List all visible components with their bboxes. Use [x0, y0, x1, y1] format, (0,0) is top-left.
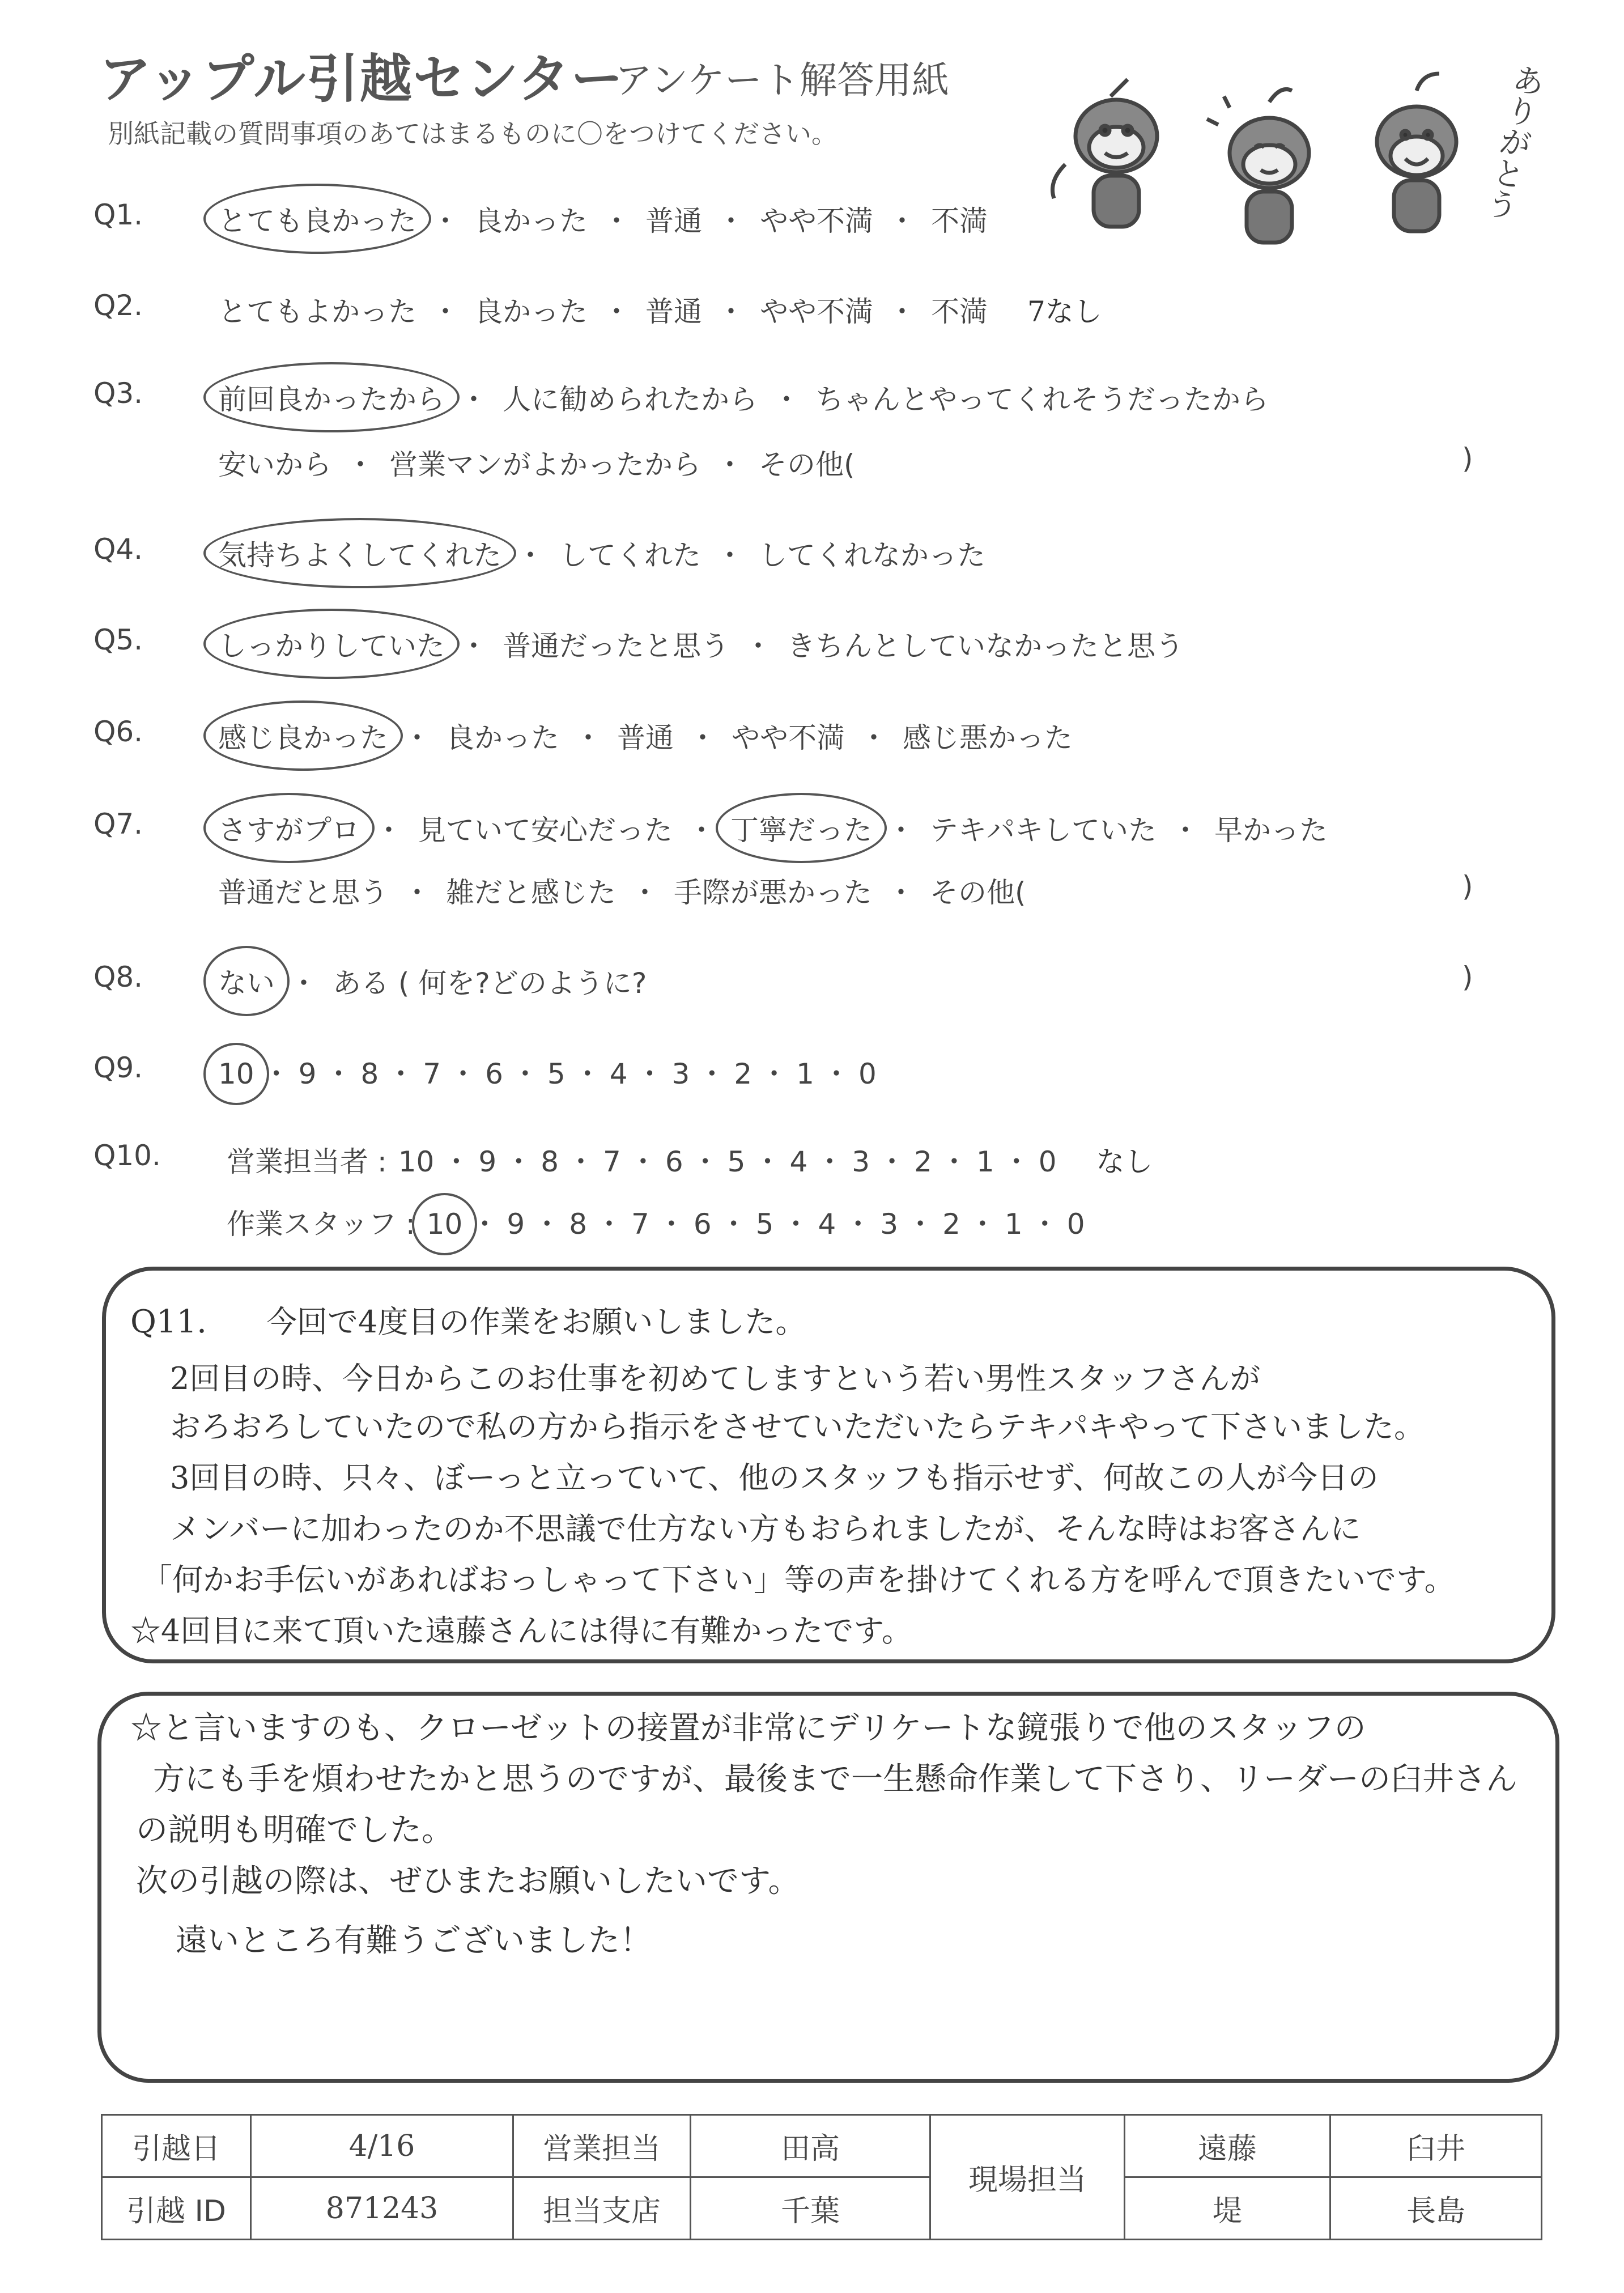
option-separator: ・	[822, 1058, 851, 1090]
form-subtitle: アンケート解答用紙	[615, 58, 950, 102]
answer-option[interactable]: 8	[360, 1058, 379, 1090]
answer-option[interactable]: 0	[1038, 1145, 1057, 1178]
option-separator: ・	[887, 876, 915, 909]
question-number: Q7.	[93, 808, 143, 840]
option-separator: ・	[781, 1208, 810, 1241]
answer-option[interactable]: 人に勧められたから	[503, 383, 758, 416]
handwritten-comment-line: 「何かお手伝いがあればおっしゃって下さい」等の声を掛けてくれる方を呼んで頂きたいです。	[142, 1562, 1455, 1598]
answer-option[interactable]: 1	[796, 1058, 814, 1090]
answer-option-circled[interactable]: 10	[426, 1208, 463, 1241]
answer-option[interactable]: 4	[609, 1058, 628, 1090]
answer-option[interactable]: 普通	[645, 205, 702, 237]
option-separator: ・	[815, 1145, 844, 1178]
site-staff-2: 臼井	[1330, 2115, 1542, 2177]
question-number: Q5.	[93, 623, 143, 656]
option-separator: ・	[698, 1058, 726, 1090]
answer-options	[218, 1051, 877, 1092]
option-separator: ・	[602, 205, 631, 237]
handwritten-note: なし	[1096, 1145, 1153, 1178]
answer-option[interactable]: 良かった	[474, 205, 588, 237]
option-separator: ・	[628, 1145, 657, 1178]
answer-option[interactable]: 6	[485, 1058, 503, 1090]
option-separator: ・	[595, 1208, 623, 1241]
answer-option[interactable]: 2	[914, 1145, 932, 1178]
option-separator: ・	[290, 967, 318, 1000]
move-date-label: 引越日	[102, 2115, 251, 2177]
option-separator: ・	[753, 1145, 782, 1178]
option-separator: ・	[1171, 814, 1200, 847]
option-separator: ・	[375, 814, 403, 847]
answer-option[interactable]: 6	[665, 1145, 683, 1178]
answer-option[interactable]: 普通	[645, 295, 702, 328]
answer-option[interactable]: 9	[478, 1145, 497, 1178]
answer-option[interactable]: 2	[734, 1058, 753, 1090]
site-staff-1: 遠藤	[1125, 2115, 1330, 2177]
question-number: Q3.	[93, 377, 143, 410]
answer-option[interactable]: やや不満	[760, 295, 873, 328]
answer-options	[218, 1201, 1085, 1242]
option-separator: ・	[403, 876, 431, 909]
answer-option[interactable]: 10	[398, 1145, 435, 1178]
option-separator: ・	[602, 295, 631, 328]
option-separator: ・	[760, 1058, 789, 1090]
answer-option[interactable]: 7	[631, 1208, 649, 1241]
question-number: Q9.	[93, 1051, 143, 1084]
site-staff-4: 長島	[1330, 2177, 1542, 2240]
answer-option[interactable]: 普通だったと思う	[503, 630, 729, 663]
handwritten-comment-line: メンバーに加わったのか不思議で仕方ない方もおられましたが、そんな時はお客さんに	[170, 1511, 1361, 1547]
form-instruction: 別紙記載の質問事項のあてはまるものに〇をつけてください。	[108, 118, 837, 149]
answer-option[interactable]: 4	[818, 1208, 836, 1241]
answer-options	[218, 715, 1073, 756]
site-staff-3: 堤	[1125, 2177, 1330, 2240]
answer-option[interactable]: 良かった	[474, 295, 588, 328]
answer-options	[218, 377, 1269, 418]
answer-option[interactable]: とてもよかった	[218, 295, 416, 328]
handwritten-comment-line: おろおろしていたので私の方から指示をさせていただいたらテキパキやって下さいました。	[170, 1409, 1425, 1445]
answer-option-circled[interactable]: 気持ちよくしてくれた	[218, 533, 501, 574]
answer-option[interactable]: 安いから	[218, 448, 331, 481]
move-id-value: 871243	[251, 2177, 513, 2240]
option-separator: ・	[516, 539, 545, 572]
answer-options	[218, 442, 855, 483]
option-separator: ・	[906, 1208, 935, 1241]
option-separator: ・	[403, 721, 431, 754]
option-separator: ・	[939, 1145, 968, 1178]
answer-option-circled[interactable]: 前回良かったから	[218, 377, 445, 418]
answer-option-circled[interactable]: 感じ良かった	[218, 715, 388, 756]
option-separator: ・	[631, 876, 659, 909]
option-separator: ・	[431, 295, 460, 328]
option-separator: ・	[888, 205, 916, 237]
answer-options	[218, 533, 985, 574]
answer-option[interactable]: 9	[298, 1058, 317, 1090]
answer-option[interactable]: 手際が悪かった	[674, 876, 872, 909]
answer-option[interactable]: 7	[423, 1058, 441, 1090]
form-title: アップル引越センター	[99, 49, 624, 109]
answer-option[interactable]: 3	[671, 1058, 690, 1090]
monkey-mascots-illustration	[1020, 57, 1530, 249]
option-separator: ・	[1030, 1208, 1059, 1241]
answer-options	[218, 870, 1026, 911]
question-number: Q8.	[93, 961, 143, 993]
closing-paren: )	[1462, 961, 1473, 993]
option-separator: ・	[717, 295, 745, 328]
question-number: Q2.	[93, 289, 143, 322]
answer-options	[218, 961, 647, 1001]
option-separator: ・	[887, 814, 915, 847]
option-separator: ・	[716, 448, 744, 481]
answer-option-circled[interactable]: ない	[218, 961, 275, 1001]
question-number: Q1.	[93, 198, 143, 231]
answer-options	[218, 198, 988, 239]
answer-option[interactable]: 0	[1066, 1208, 1085, 1241]
option-separator: ・	[386, 1058, 415, 1090]
handwritten-comment-line: 方にも手を煩わせたかと思うのですが、最後まで一生懸命作業して下さり、リーダーの臼井さん	[153, 1761, 1517, 1798]
sales-label: 営業担当	[513, 2115, 691, 2177]
answer-option[interactable]: 9	[507, 1208, 525, 1241]
answer-option[interactable]: 普通	[617, 721, 674, 754]
answer-option[interactable]: ある ( 何を?どのように?	[333, 967, 647, 1000]
option-separator: ・	[574, 721, 602, 754]
option-separator: ・	[1002, 1145, 1031, 1178]
question-number: Q4.	[93, 533, 143, 566]
question-number: Q6.	[93, 715, 143, 748]
answer-option[interactable]: 不満	[931, 205, 988, 237]
answer-option[interactable]: やや不満	[732, 721, 845, 754]
answer-option[interactable]: 見ていて安心だった	[418, 814, 673, 847]
answer-options	[218, 289, 1102, 330]
handwritten-comment-line: 3回目の時、只々、ぼーっと立っていて、他のスタッフも指示せず、何故この人が今日の	[170, 1460, 1379, 1496]
answer-option[interactable]: テキパキしていた	[930, 814, 1157, 847]
answer-option[interactable]: 1	[1004, 1208, 1023, 1241]
option-separator: ・	[860, 721, 888, 754]
closing-paren: )	[1462, 870, 1473, 903]
answer-option[interactable]: 5	[727, 1145, 746, 1178]
answer-option-circled[interactable]: 10	[218, 1058, 254, 1090]
answer-option[interactable]: 感じ悪かった	[903, 721, 1073, 754]
option-separator: ・	[635, 1058, 664, 1090]
answer-option[interactable]: 3	[852, 1145, 870, 1178]
answer-option[interactable]: 5	[755, 1208, 774, 1241]
handwritten-comment-line: 次の引越の際は、ぜひまたお願いしたいです。	[136, 1863, 800, 1900]
option-separator: ・	[744, 630, 772, 663]
option-separator: ・	[968, 1208, 997, 1241]
answer-option[interactable]: 0	[858, 1058, 877, 1090]
comment-label: Q11.	[130, 1303, 207, 1340]
option-group-label: 作業スタッフ :	[227, 1208, 415, 1241]
option-separator: ・	[719, 1208, 748, 1241]
option-separator: ・	[657, 1208, 686, 1241]
option-separator: ・	[460, 383, 488, 416]
answer-option-circled[interactable]: さすがプロ	[218, 808, 360, 848]
answer-option-circled[interactable]: 丁寧だった	[730, 808, 872, 848]
answer-option[interactable]: 1	[976, 1145, 994, 1178]
answer-option[interactable]: 2	[942, 1208, 960, 1241]
answer-option[interactable]: 8	[569, 1208, 587, 1241]
option-group-label: 営業担当者 :	[227, 1145, 387, 1178]
answer-option-circled[interactable]: とても良かった	[218, 198, 416, 239]
answer-option[interactable]: 5	[547, 1058, 566, 1090]
answer-option[interactable]: その他(	[930, 876, 1026, 909]
option-separator: ・	[511, 1058, 539, 1090]
handwritten-comment-line: ☆4回目に来て頂いた遠藤さんには得に有難かったです。	[130, 1613, 913, 1649]
handwritten-note: 7なし	[1027, 295, 1102, 328]
answer-option[interactable]: ちゃんとやってくれそうだったから	[815, 383, 1269, 416]
answer-option[interactable]: 早かった	[1214, 814, 1328, 847]
sales-value: 田高	[691, 2115, 930, 2177]
option-separator: ・	[878, 1145, 907, 1178]
answer-option[interactable]: きちんとしていなかったと思う	[787, 630, 1184, 663]
move-date-value: 4/16	[251, 2115, 513, 2177]
handwritten-comment-line: ☆と言いますのも、クローゼットの接置が非常にデリケートな鏡張りで他のスタッフの	[130, 1710, 1366, 1747]
answer-option[interactable]: 8	[541, 1145, 559, 1178]
answer-option-circled[interactable]: しっかりしていた	[218, 623, 445, 664]
answer-option[interactable]: 良かった	[446, 721, 559, 754]
answer-option[interactable]: 営業マンがよかったから	[389, 448, 701, 481]
branch-value: 千葉	[691, 2177, 930, 2240]
answer-options	[218, 808, 1328, 848]
answer-option[interactable]: 不満	[931, 295, 988, 328]
answer-option[interactable]: 雑だと感じた	[446, 876, 616, 909]
option-separator: ・	[346, 448, 375, 481]
option-separator: ・	[449, 1058, 478, 1090]
branch-label: 担当支店	[513, 2177, 691, 2240]
closing-paren: )	[1462, 442, 1473, 475]
option-separator: ・	[262, 1058, 291, 1090]
handwritten-comment-line: 2回目の時、今日からこのお仕事を初めてしますという若い男性スタッフさんが	[170, 1361, 1261, 1396]
option-separator: ・	[844, 1208, 873, 1241]
mascot-caption: ありがとう	[1478, 60, 1548, 223]
option-separator: ・	[716, 539, 744, 572]
answer-option[interactable]: してくれた	[559, 539, 701, 572]
option-separator: ・	[688, 721, 717, 754]
handwritten-comment-line: の説明も明確でした。	[136, 1812, 453, 1849]
option-separator: ・	[470, 1208, 499, 1241]
answer-option[interactable]: その他(	[759, 448, 855, 481]
answer-option[interactable]: 普通だと思う	[218, 876, 388, 909]
move-info-table	[101, 2114, 1542, 2240]
answer-option[interactable]: してくれなかった	[759, 539, 985, 572]
option-separator: ・	[442, 1145, 471, 1178]
handwritten-comment-line: 遠いところ有難うございました！	[176, 1922, 652, 1959]
answer-options	[218, 1139, 1153, 1180]
option-separator: ・	[504, 1145, 533, 1178]
answer-option[interactable]: 4	[789, 1145, 808, 1178]
option-separator: ・	[573, 1058, 602, 1090]
answer-option[interactable]: 7	[603, 1145, 621, 1178]
answer-option[interactable]: 6	[693, 1208, 712, 1241]
question-number: Q10.	[93, 1139, 161, 1172]
answer-options	[218, 623, 1184, 664]
option-separator: ・	[717, 205, 745, 237]
move-id-label: 引越 ID	[102, 2177, 251, 2240]
handwritten-comment-line: 今回で4度目の作業をお願いしました。	[266, 1304, 806, 1340]
option-separator: ・	[431, 205, 460, 237]
site-staff-label: 現場担当	[930, 2115, 1125, 2240]
option-separator: ・	[691, 1145, 720, 1178]
option-separator: ・	[533, 1208, 562, 1241]
option-separator: ・	[687, 814, 716, 847]
option-separator: ・	[888, 295, 916, 328]
answer-option[interactable]: 3	[880, 1208, 899, 1241]
option-separator: ・	[324, 1058, 353, 1090]
option-separator: ・	[567, 1145, 595, 1178]
option-separator: ・	[772, 383, 801, 416]
answer-option[interactable]: やや不満	[760, 205, 873, 237]
option-separator: ・	[460, 630, 488, 663]
